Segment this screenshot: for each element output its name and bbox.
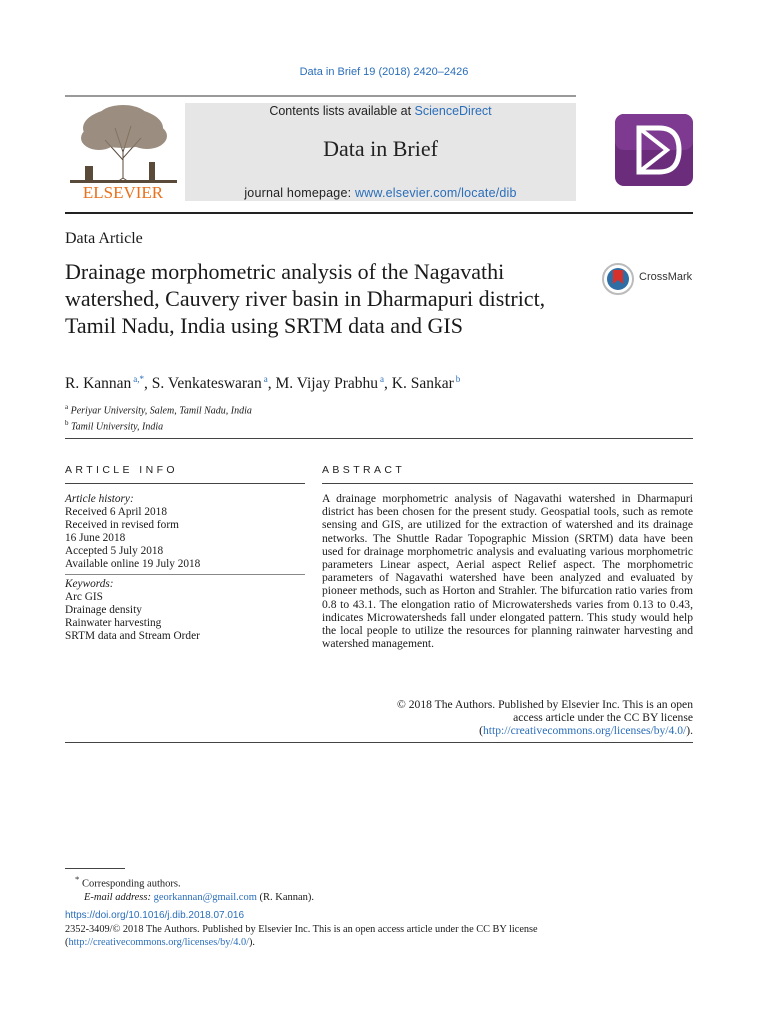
affiliation-item — [65, 417, 252, 433]
history-divider — [65, 574, 305, 575]
header-bottom-rule — [65, 212, 693, 214]
footnote-rule — [65, 868, 125, 869]
journal-reference-link[interactable]: Data in Brief 19 (2018) 2420–2426 — [299, 66, 469, 78]
affiliation-divider — [65, 438, 693, 439]
keyword-item: Rainwater harvesting — [65, 617, 162, 629]
author-separator: , — [144, 375, 152, 393]
email-label: E-mail address: — [84, 891, 151, 903]
doi-link[interactable]: https://doi.org/10.1016/j.dib.2018.07.016 — [65, 910, 245, 921]
copyright-line: © 2018 The Authors. Published by Elsevier Inc. This is an open — [397, 698, 693, 711]
bottom-license-line: (http://creativecommons.org/licenses/by/4.0/). — [65, 937, 255, 948]
article-title: Drainage morphometric analysis of the Nagavathi watershed, Cauvery river basin in Dharmapuri district, Tamil Nadu, India using SRTM data and GIS — [65, 259, 546, 338]
elsevier-logo[interactable] — [65, 100, 182, 202]
keyword-item: SRTM data and Stream Order — [65, 630, 200, 642]
crossmark-icon — [601, 262, 635, 296]
journal-title: Data in Brief — [323, 136, 438, 161]
bottom-license-link[interactable]: http://creativecommons.org/licenses/by/4.0/ — [68, 937, 249, 948]
affiliation-text: Periyar University, Salem, Tamil Nadu, India — [70, 405, 252, 417]
author-separator: , — [267, 375, 276, 393]
history-item: Received 6 April 2018 — [65, 506, 167, 518]
abstract-copyright — [322, 698, 693, 738]
keyword-item: Drainage density — [65, 604, 142, 616]
bottom-copyright-text: 2352-3409/© 2018 The Authors. Published by Elsevier Inc. This is an open access article under the CC BY license — [65, 924, 538, 935]
elsevier-wordmark: ELSEVIER — [82, 183, 164, 202]
author-list — [65, 374, 460, 393]
abstract-rule — [322, 483, 693, 484]
sciencedirect-link[interactable]: ScienceDirect — [414, 104, 492, 118]
contents-line: Contents lists available at ScienceDirect — [269, 104, 492, 118]
bottom-copyright — [65, 923, 695, 949]
history-item: Accepted 5 July 2018 — [65, 545, 164, 557]
article-info-rule — [65, 483, 305, 484]
dib-cover-icon — [615, 114, 693, 186]
email-owner: (R. Kannan). — [259, 891, 315, 903]
data-in-brief-logo[interactable] — [615, 114, 693, 186]
abstract-text: A drainage morphometric analysis of Nagavathi watershed in Dharmapuri district has been chosen for the present study. Geospatial tools, such as remote sensing and GIS, are utilized for the extraction of watershed and its drainage networks. The Shuttle Radar Topographic Mission (SRTM) data have been used for drainage morphometric analysis and evaluating various morphometric parameters Linear aspect, Aerial aspect Relief aspect. The morphometric parameters of Nagavathi watershed have been analyzed and evaluated by pioneer methods, such as Horton and Strahler. The bifurcation ratio varies from 0.8 to 43.1. The elongation ratio of Microwatersheds varies from 0.13 to 0.43, indicates Microwatersheds fall under elongated pattern. This study would help the local people to utilize the resources for planning rainwater harvesting and watershed management. — [322, 492, 693, 651]
copyright-line: access article under the CC BY license — [513, 711, 693, 725]
author-affiliation-marker[interactable]: a,* — [133, 374, 145, 384]
history-item: 16 June 2018 — [65, 532, 126, 544]
affiliation-marker: a — [65, 403, 69, 411]
article-info-heading: ARTICLE INFO — [65, 464, 178, 476]
front-matter-end-rule — [65, 742, 693, 743]
affiliations — [65, 401, 252, 434]
author-name[interactable]: S. Venkateswaran — [151, 375, 262, 393]
article-type: Data Article — [65, 230, 143, 247]
corresponding-text: Corresponding authors. — [82, 878, 181, 890]
history-item: Received in revised form — [65, 519, 179, 531]
email-link[interactable]: georkannan@gmail.com — [153, 891, 257, 903]
license-link[interactable]: http://creativecommons.org/licenses/by/4.0/ — [482, 724, 687, 738]
author-affiliation-marker[interactable]: a — [380, 374, 385, 384]
author-name[interactable]: M. Vijay Prabhu — [275, 375, 379, 393]
author-name[interactable]: K. Sankar — [391, 375, 454, 393]
elsevier-tree-icon — [65, 100, 182, 202]
journal-homepage-line: journal homepage: www.elsevier.com/locate/dib — [244, 186, 517, 200]
corresponding-footnote — [75, 873, 314, 904]
keyword-item: Arc GIS — [65, 591, 103, 603]
author-name[interactable]: R. Kannan — [65, 375, 132, 393]
header-top-rule — [65, 95, 576, 97]
article-history — [65, 493, 200, 571]
keywords — [65, 578, 200, 643]
footnote-star: * — [75, 874, 80, 884]
keywords-label: Keywords: — [65, 578, 114, 590]
history-item: Available online 19 July 2018 — [65, 558, 201, 570]
author-affiliation-marker[interactable]: a — [263, 374, 268, 384]
affiliation-text: Tamil University, India — [71, 421, 164, 433]
abstract-heading: ABSTRACT — [322, 464, 406, 476]
affiliation-item — [65, 401, 252, 417]
history-label: Article history: — [65, 493, 134, 505]
affiliation-marker: b — [65, 419, 69, 428]
crossmark-label[interactable]: CrossMark — [639, 271, 693, 283]
author-separator: , — [384, 375, 392, 393]
journal-homepage-link[interactable]: www.elsevier.com/locate/dib — [354, 186, 517, 200]
license-line: (http://creativecommons.org/licenses/by/4.0/). — [479, 724, 693, 738]
author-affiliation-marker[interactable]: b — [455, 374, 461, 384]
